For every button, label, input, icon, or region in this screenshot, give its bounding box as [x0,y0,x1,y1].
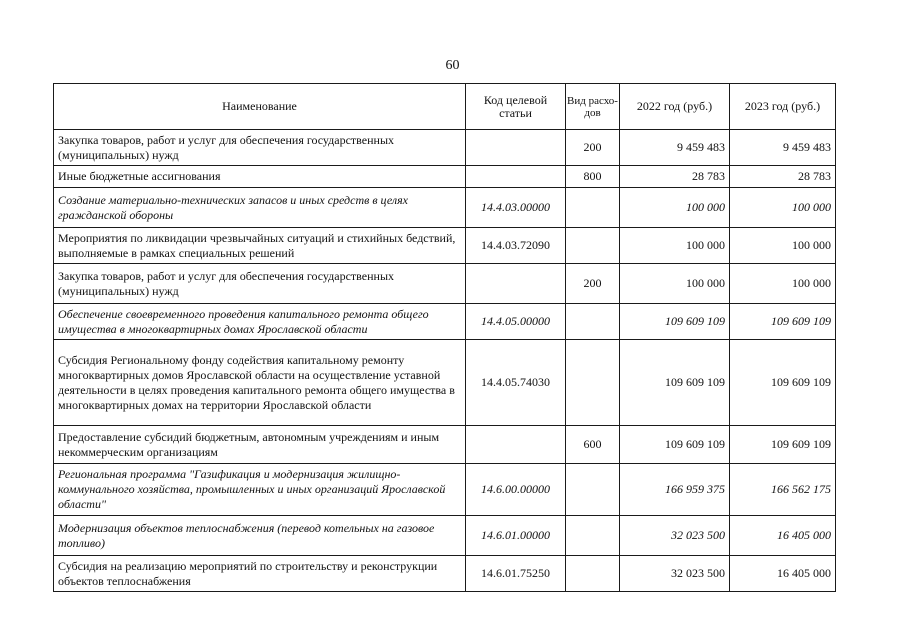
row-2022: 100 000 [620,188,730,228]
row-2022: 32 023 500 [620,556,730,592]
row-code: 14.6.01.00000 [466,516,566,556]
header-code: Код целевой статьи [466,84,566,130]
row-name: Закупка товаров, работ и услуг для обеспечения государственных (муниципальных) нужд [54,264,466,304]
row-2022: 109 609 109 [620,304,730,340]
row-name: Создание материально-технических запасов и иных средств в целях гражданской обороны [54,188,466,228]
row-code [466,426,566,464]
table-row [54,556,836,592]
table-row [54,130,836,166]
row-kind [566,304,620,340]
row-name: Обеспечение своевременного проведения капитального ремонта общего имущества в многоквартирных домах Ярославской области [54,304,466,340]
table-row [54,188,836,228]
row-name: Региональная программа "Газификация и модернизация жилищно-коммунального хозяйства, промышленных и иных организаций Ярославской области" [54,464,466,516]
row-code: 14.4.05.00000 [466,304,566,340]
budget-table [53,83,836,592]
row-code [466,166,566,188]
row-2022: 100 000 [620,228,730,264]
row-2022: 9 459 483 [620,130,730,166]
header-2023: 2023 год (руб.) [730,84,836,130]
row-2022: 166 959 375 [620,464,730,516]
row-2022: 109 609 109 [620,340,730,426]
row-2023: 109 609 109 [730,426,836,464]
row-kind: 800 [566,166,620,188]
row-code: 14.4.03.00000 [466,188,566,228]
row-2022: 32 023 500 [620,516,730,556]
row-kind [566,464,620,516]
header-name: Наименование [54,84,466,130]
row-2023: 166 562 175 [730,464,836,516]
row-code [466,130,566,166]
row-name: Предоставление субсидий бюджетным, автономным учреждениям и иным некоммерческим организациям [54,426,466,464]
row-2022: 109 609 109 [620,426,730,464]
row-code: 14.4.05.74030 [466,340,566,426]
row-name: Субсидия Региональному фонду содействия капитальному ремонту многоквартирных домов Ярославской области на осуществление уставной деятельности в целях проведения капитального ремонта общего имущества в многоквартирных домах на территории Ярославской области [54,340,466,426]
row-kind: 200 [566,264,620,304]
row-code [466,264,566,304]
table-row [54,166,836,188]
table-row [54,264,836,304]
row-code: 14.6.00.00000 [466,464,566,516]
row-kind [566,340,620,426]
page-number: 60 [445,58,460,73]
row-name: Субсидия на реализацию мероприятий по строительству и реконструкции объектов теплоснабжения [54,556,466,592]
row-kind [566,188,620,228]
row-name: Модернизация объектов теплоснабжения (перевод котельных на газовое топливо) [54,516,466,556]
row-2022: 28 783 [620,166,730,188]
row-code: 14.6.01.75250 [466,556,566,592]
table-row [54,464,836,516]
row-2023: 109 609 109 [730,340,836,426]
row-kind [566,228,620,264]
header-kind: Вид расхо-дов [566,84,620,130]
row-2023: 16 405 000 [730,516,836,556]
row-name: Мероприятия по ликвидации чрезвычайных ситуаций и стихийных бедствий, выполняемые в рамках специальных решений [54,228,466,264]
row-kind [566,556,620,592]
row-2023: 100 000 [730,228,836,264]
table-row [54,516,836,556]
row-2023: 28 783 [730,166,836,188]
row-2023: 100 000 [730,264,836,304]
row-2022: 100 000 [620,264,730,304]
table-row [54,426,836,464]
row-kind: 200 [566,130,620,166]
row-2023: 9 459 483 [730,130,836,166]
row-2023: 100 000 [730,188,836,228]
row-2023: 109 609 109 [730,304,836,340]
table-row [54,304,836,340]
row-name: Иные бюджетные ассигнования [54,166,466,188]
row-kind: 600 [566,426,620,464]
row-kind [566,516,620,556]
table-row [54,340,836,426]
row-code: 14.4.03.72090 [466,228,566,264]
table-header-row [54,84,836,130]
row-name: Закупка товаров, работ и услуг для обеспечения государственных (муниципальных) нужд [54,130,466,166]
table-row [54,228,836,264]
header-2022: 2022 год (руб.) [620,84,730,130]
row-2023: 16 405 000 [730,556,836,592]
